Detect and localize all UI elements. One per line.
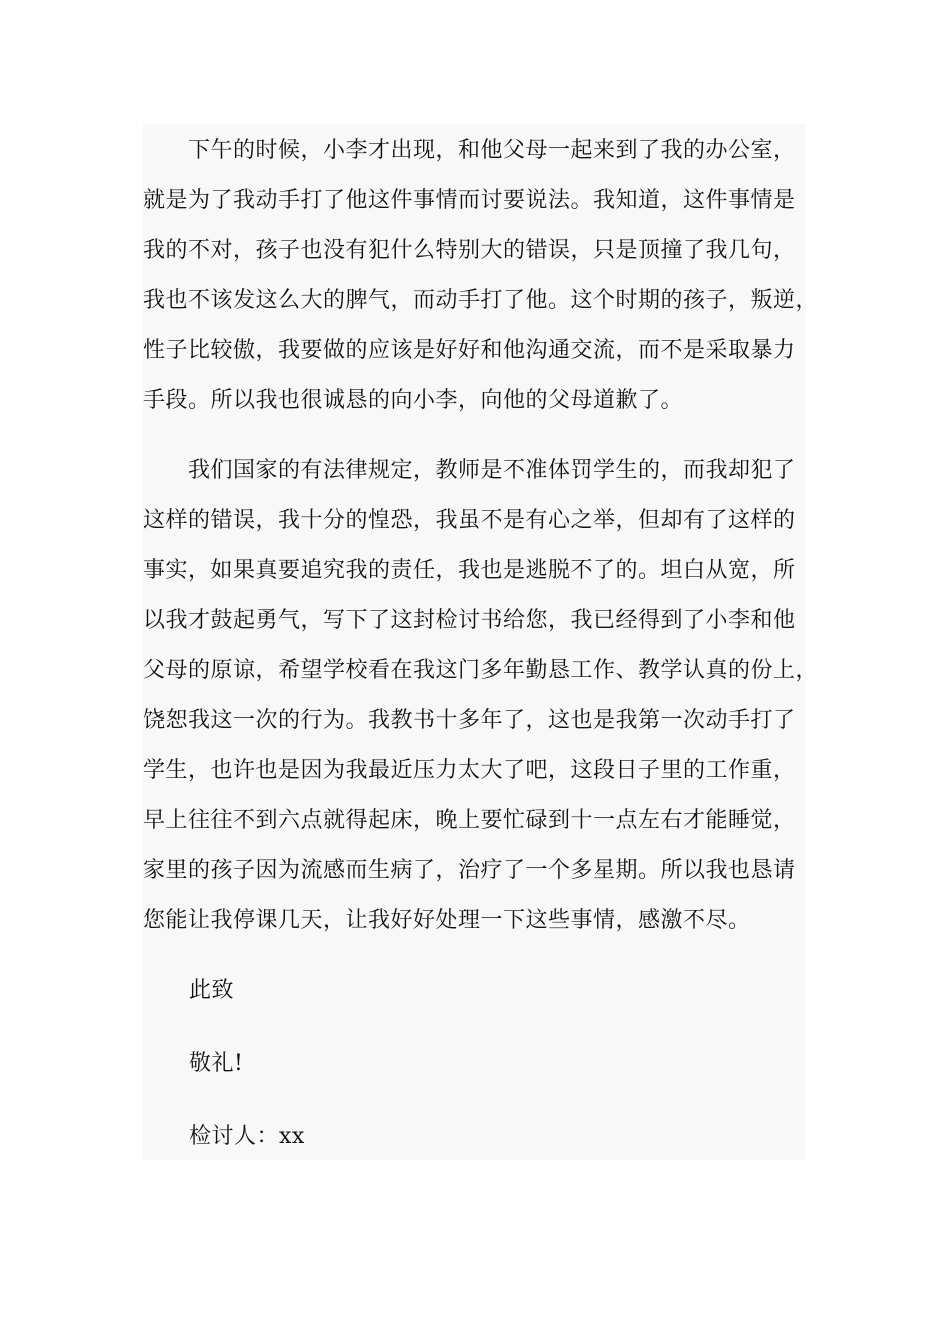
paragraph-2-line: 以我才鼓起勇气，写下了这封检讨书给您，我已经得到了小李和他 (143, 608, 796, 633)
paragraph-2-line: 父母的原谅，希望学校看在我这门多年勤恳工作、教学认真的份上， (143, 658, 819, 683)
paragraph-1-line: 下午的时候，小李才出现，和他父母一起来到了我的办公室， (188, 138, 796, 163)
salutation-closing: 此致 (189, 978, 235, 1003)
paragraph-1-line: 我也不该发这么大的脾气，而动手打了他。这个时期的孩子，叛逆， (143, 288, 819, 313)
paragraph-2-line: 我们国家的有法律规定，教师是不准体罚学生的，而我却犯了 (188, 458, 796, 483)
signature-line: 检讨人：xx (189, 1124, 305, 1149)
paragraph-2-line: 早上往往不到六点就得起床，晚上要忙碌到十一点左右才能睡觉， (143, 808, 796, 833)
paragraph-1-line: 就是为了我动手打了他这件事情而讨要说法。我知道，这件事情是 (143, 188, 796, 213)
paragraph-2-line: 学生，也许也是因为我最近压力太大了吧，这段日子里的工作重， (143, 758, 796, 783)
paragraph-1-line: 我的不对，孩子也没有犯什么特别大的错误，只是顶撞了我几句， (143, 238, 796, 263)
paragraph-2-line: 这样的错误，我十分的惶恐，我虽不是有心之举，但却有了这样的 (143, 508, 796, 533)
paragraph-2-line: 饶恕我这一次的行为。我教书十多年了，这也是我第一次动手打了 (143, 708, 796, 733)
paragraph-1 (143, 126, 819, 426)
paragraph-2-line: 您能让我停课几天，让我好好处理一下这些事情，感激不尽。 (143, 908, 751, 933)
paragraph-2-line: 事实，如果真要追究我的责任，我也是逃脱不了的。坦白从宽，所 (143, 558, 796, 583)
paragraph-1-line: 手段。所以我也很诚恳的向小李，向他的父母道歉了。 (143, 388, 684, 413)
letter-body (143, 124, 819, 1160)
salutation-regards: 敬礼! (189, 1051, 244, 1076)
paragraph-1-line: 性子比较傲，我要做的应该是好好和他沟通交流，而不是采取暴力 (143, 338, 796, 363)
paragraph-2 (143, 446, 819, 946)
paragraph-2-line: 家里的孩子因为流感而生病了，治疗了一个多星期。所以我也恳请 (143, 858, 796, 883)
